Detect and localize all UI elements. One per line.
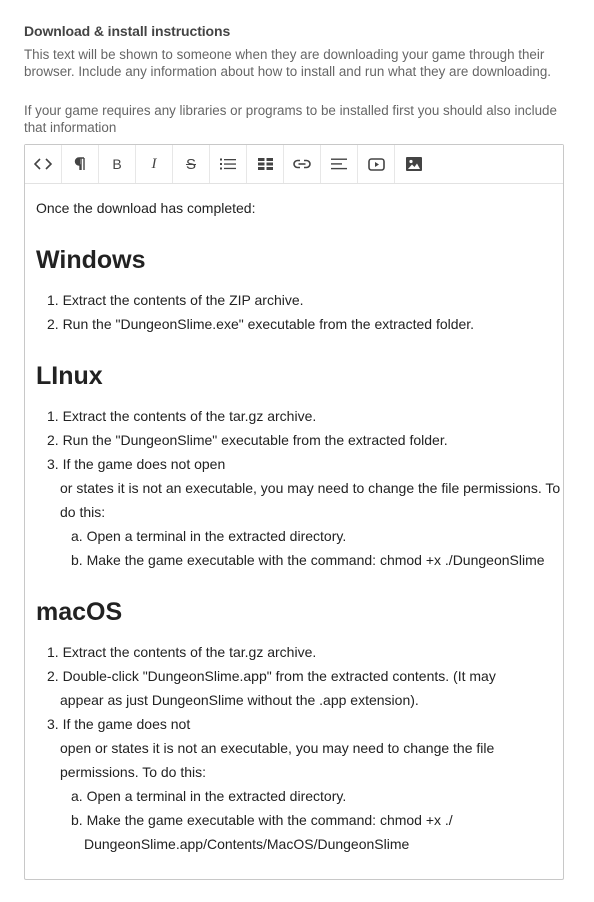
list-item: 2. Double-click "DungeonSlime.app" from the extracted contents. (It may: [47, 668, 496, 684]
rich-text-editor[interactable]: [24, 144, 564, 880]
image-icon: [406, 157, 422, 171]
source-code-button[interactable]: [25, 145, 62, 183]
italic-button[interactable]: [136, 145, 173, 183]
bulleted-list-button[interactable]: [210, 145, 247, 183]
sub-list-item-continuation: DungeonSlime.app/Contents/MacOS/DungeonSlime: [84, 836, 410, 852]
code-icon: [34, 158, 52, 170]
strikethrough-icon: S: [185, 155, 196, 173]
align-button[interactable]: [321, 145, 358, 183]
macos-heading: macOS: [36, 598, 123, 626]
list-item-continuation: open or states it is not an executable, you may need to change the file: [60, 740, 495, 756]
strikethrough-button[interactable]: [173, 145, 210, 183]
sub-list-item: a. Open a terminal in the extracted directory.: [71, 528, 347, 544]
editor-toolbar: [25, 145, 563, 184]
help-text-secondary: If your game requires any libraries or programs to be installed first you should also include that information: [24, 103, 557, 135]
link-button[interactable]: [284, 145, 321, 183]
help-text-primary: This text will be shown to someone when they are downloading your game through their browser. Include any information about how to install and run what they are downloading.: [24, 47, 552, 79]
list-item-continuation: or states it is not an executable, you may need to change the file permissions. To: [60, 480, 561, 496]
paragraph-format-button[interactable]: [62, 145, 99, 183]
table-icon: [258, 158, 273, 170]
bold-button[interactable]: [99, 145, 136, 183]
intro-paragraph: Once the download has completed:: [36, 200, 256, 216]
bullet-list-icon: [220, 158, 236, 170]
italic-icon: I: [151, 155, 157, 172]
sub-list-item: b. Make the game executable with the command: chmod +x ./: [71, 812, 453, 828]
list-item-continuation: appear as just DungeonSlime without the .app extension).: [60, 692, 419, 708]
linux-heading: LInux: [36, 362, 103, 390]
list-item: 1. Extract the contents of the tar.gz archive.: [47, 644, 317, 660]
video-icon: [368, 158, 385, 171]
section-title: Download & install instructions: [24, 23, 231, 39]
bold-icon: B: [112, 156, 122, 172]
list-item: 3. If the game does not open: [47, 456, 226, 472]
align-left-icon: [331, 158, 347, 170]
list-item-continuation: permissions. To do this:: [60, 764, 207, 780]
pilcrow-icon: [74, 157, 86, 171]
video-button[interactable]: [358, 145, 395, 183]
windows-heading: Windows: [36, 246, 146, 274]
list-item: 3. If the game does not: [47, 716, 191, 732]
sub-list-item: a. Open a terminal in the extracted directory.: [71, 788, 347, 804]
list-item: 2. Run the "DungeonSlime.exe" executable from the extracted folder.: [47, 316, 475, 332]
list-item: 1. Extract the contents of the ZIP archive.: [47, 292, 304, 308]
list-item: 1. Extract the contents of the tar.gz archive.: [47, 408, 317, 424]
sub-list-item: b. Make the game executable with the command: chmod +x ./DungeonSlime: [71, 552, 545, 568]
image-button[interactable]: [395, 145, 432, 183]
list-item: 2. Run the "DungeonSlime" executable from the extracted folder.: [47, 432, 448, 448]
link-icon: [293, 159, 311, 169]
table-button[interactable]: [247, 145, 284, 183]
list-item-continuation: do this:: [60, 504, 106, 520]
